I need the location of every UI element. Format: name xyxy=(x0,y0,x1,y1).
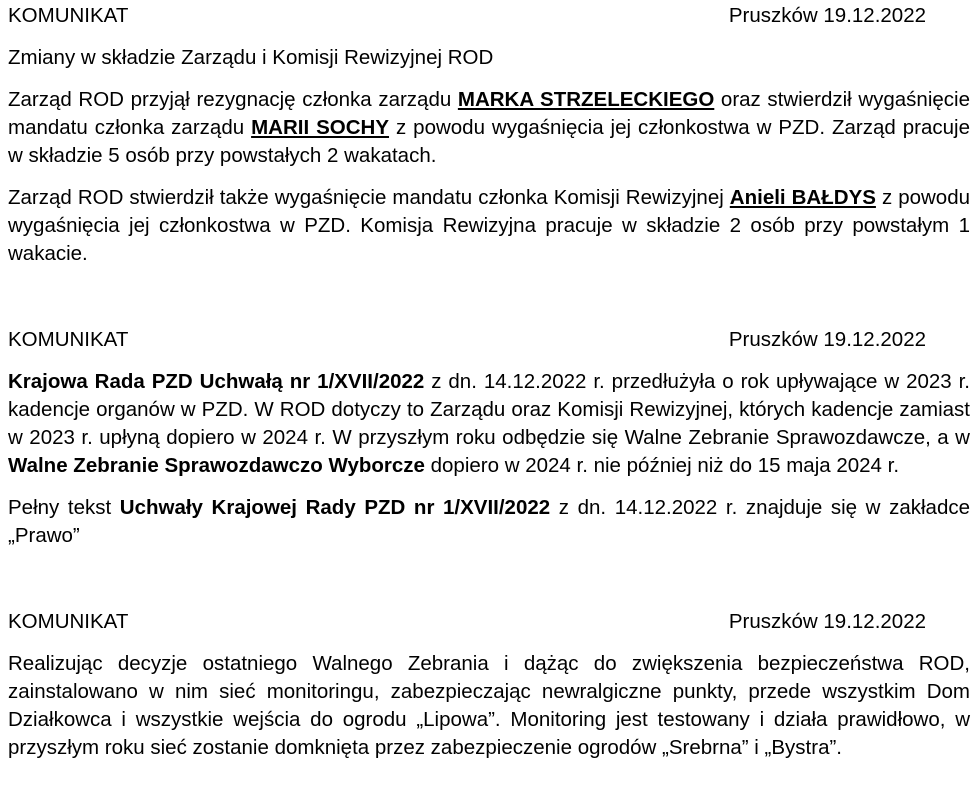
paragraph xyxy=(8,494,970,550)
text-run: Zarząd ROD przyjął rezygnację członka zarządu xyxy=(8,88,458,111)
paragraph xyxy=(8,368,970,480)
paragraph xyxy=(8,86,970,170)
paragraph xyxy=(8,650,970,762)
announcement-label: KOMUNIKAT xyxy=(8,610,129,633)
text-run: z powodu wygaśnięcia jej członkostwa w PZD. Zarząd pracuje w składzie 5 osób przy powstałych 2 wakatach. xyxy=(8,116,970,167)
text-run: z dn. 14.12.2022 r. przedłużyła o rok upływające w 2023 r. kadencje organów w PZD. W ROD dotyczy to Zarządu oraz Komisji Rewizyjnej, których kadencje zamiast w 2023 r. upłyną dopiero w 2024 r. W przyszłym roku odbędzie się Walne Zebranie Sprawozdawcze, a w xyxy=(8,370,970,449)
announcement-header xyxy=(8,326,970,354)
bold-run: Uchwały Krajowej Rady PZD nr 1/XVII/2022 xyxy=(119,496,551,519)
announcement-1 xyxy=(8,2,970,268)
announcement-header xyxy=(8,2,970,30)
announcement-label: KOMUNIKAT xyxy=(8,4,129,27)
text-run: Pełny tekst xyxy=(8,496,120,519)
announcement-2 xyxy=(8,326,970,550)
person-name: MARII SOCHY xyxy=(251,116,390,139)
text-run: dopiero w 2024 r. nie później niż do 15 maja 2024 r. xyxy=(424,454,900,477)
announcement-date: Pruszków 19.12.2022 xyxy=(728,328,926,351)
announcement-header xyxy=(8,608,970,636)
announcement-subtitle: Zmiany w składzie Zarządu i Komisji Rewizyjnej ROD xyxy=(8,46,494,69)
announcement-date: Pruszków 19.12.2022 xyxy=(728,610,926,633)
text-run: oraz stwierdził wygaśnięcie mandatu członka zarządu xyxy=(8,88,970,139)
text-run: z powodu wygaśnięcia jej członkostwa w PZD. Komisja Rewizyjna pracuje w składzie 2 osób przy powstałym 1 wakacie. xyxy=(8,186,971,265)
person-name: MARKA STRZELECKIEGO xyxy=(457,88,715,111)
bold-run: Krajowa Rada PZD Uchwałą nr 1/XVII/2022 xyxy=(8,370,425,393)
announcement-date: Pruszków 19.12.2022 xyxy=(728,4,926,27)
text-run: Zarząd ROD stwierdził także wygaśnięcie mandatu członka Komisji Rewizyjnej xyxy=(8,186,730,209)
person-name: Anieli BAŁDYS xyxy=(729,186,876,209)
text-run: Realizując decyzje ostatniego Walnego Zebrania i dążąc do zwiększenia bezpieczeństwa ROD, zainstalowano w nim sieć monitoringu, zabezpieczając newralgiczne punkty, przede wszystkim Dom Działkowca i wszystkie wejścia do ogrodu „Lipowa”. Monitoring jest testowany i działa prawidłowo, w przyszłym roku sieć zostanie domknięta przez zabezpieczenie ogrodów „Srebrna” i „Bystra”. xyxy=(8,652,970,759)
paragraph xyxy=(8,184,970,268)
bold-run: Walne Zebranie Sprawozdawczo Wyborcze xyxy=(8,454,425,477)
text-run: z dn. 14.12.2022 r. znajduje się w zakładce „Prawo” xyxy=(8,496,971,547)
announcement-label: KOMUNIKAT xyxy=(8,328,129,351)
announcement-3 xyxy=(8,608,970,762)
document-page xyxy=(8,2,970,762)
